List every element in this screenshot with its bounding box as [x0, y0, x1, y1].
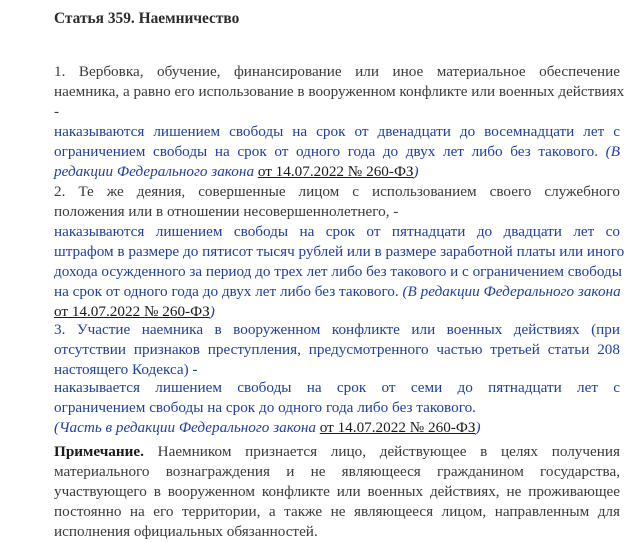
sanction-2-text: на срок от одного года до двух лет либо без такового. — [54, 283, 399, 300]
note-label: Примечание. — [54, 443, 144, 460]
sanction-1-text: ограничением свободы на срок от одного года до двух лет либо без такового. — [54, 143, 599, 160]
part-3-line: настоящего Кодекса) - — [54, 361, 198, 378]
part-3-line: отсутствии признаков преступления, предусмотренного частью третьей статьи 208 — [54, 341, 620, 358]
sanction-3-line: наказывается лишением свободы на срок от семи до пятнадцати лет с — [54, 379, 620, 396]
part-edition-line — [54, 418, 620, 438]
part-2-line: положения или в отношении несовершеннолетнего, - — [54, 203, 399, 220]
sanction-1-law-link[interactable]: от 14.07.2022 № 260-ФЗ — [257, 163, 414, 180]
part-3-line: 3. Участие наемника в вооруженном конфликте или военных действиях (при — [54, 321, 620, 338]
part-edition-prefix: (Часть в редакции Федерального закона — [54, 419, 316, 436]
sanction-1-edition-suffix: ) — [413, 163, 419, 180]
part-1 — [54, 62, 625, 122]
sanction-1 — [54, 122, 620, 182]
sanction-1-line-3 — [54, 162, 620, 182]
part-1-line: наемника, а равно его использование в вооруженном конфликте или военных действиях — [54, 83, 625, 100]
part-3 — [54, 320, 620, 380]
sanction-2-law-link[interactable]: от 14.07.2022 № 260-ФЗ — [54, 303, 210, 320]
sanction-2-line: дохода осужденного за период до трех лет либо без такового и с ограничением свободы — [54, 263, 622, 280]
sanction-2-line-4 — [54, 282, 620, 302]
sanction-2-line: штрафом в размере до пятисот тысяч рублей или в размере заработной платы или иного — [54, 243, 625, 260]
sanction-2-edition-text: (В редакции Федерального закона — [402, 283, 621, 300]
part-1-line: - — [54, 103, 60, 120]
part-edition-note — [54, 418, 620, 438]
sanction-2 — [54, 222, 625, 322]
part-edition-suffix: ) — [475, 419, 481, 436]
part-2 — [54, 182, 620, 222]
sanction-1-edition-text: редакции Федерального закона — [54, 163, 255, 180]
note-line: участвующего в вооруженном конфликте или военных действиях, не проживающее — [54, 483, 620, 500]
note — [54, 442, 620, 542]
note-line: материального вознаграждения и не являющееся гражданином государства, — [54, 463, 620, 480]
sanction-2-line-5 — [54, 302, 620, 322]
part-edition-law-link[interactable]: от 14.07.2022 № 260-ФЗ — [319, 419, 476, 436]
part-2-line: 2. Те же деяния, совершенные лицом с использованием своего служебного — [54, 183, 620, 200]
sanction-2-edition-suffix: ) — [209, 303, 215, 320]
sanction-1-line-2 — [54, 142, 620, 162]
note-line-1 — [54, 442, 620, 462]
note-line: постоянно на его территории, а также не являющееся лицом, направленным для — [54, 503, 620, 520]
sanction-1-edition-prefix: (В — [605, 143, 620, 160]
sanction-3-line: ограничением свободы на срок до одного года либо без такового. — [54, 399, 476, 416]
sanction-3 — [54, 378, 620, 418]
sanction-2-line: наказываются лишением свободы на срок от пятнадцати до двадцати лет со — [54, 223, 620, 240]
sanction-1-line: наказываются лишением свободы на срок от двенадцати до восемнадцати лет с — [54, 123, 620, 140]
article-title: Статья 359. Наемничество — [54, 10, 240, 27]
note-line: исполнения официальных обязанностей. — [54, 523, 318, 540]
note-first-line: Наемником признается лицо, действующее в целях получения — [157, 443, 621, 460]
part-1-line: 1. Вербовка, обучение, финансирование или иное материальное обеспечение — [54, 63, 620, 80]
